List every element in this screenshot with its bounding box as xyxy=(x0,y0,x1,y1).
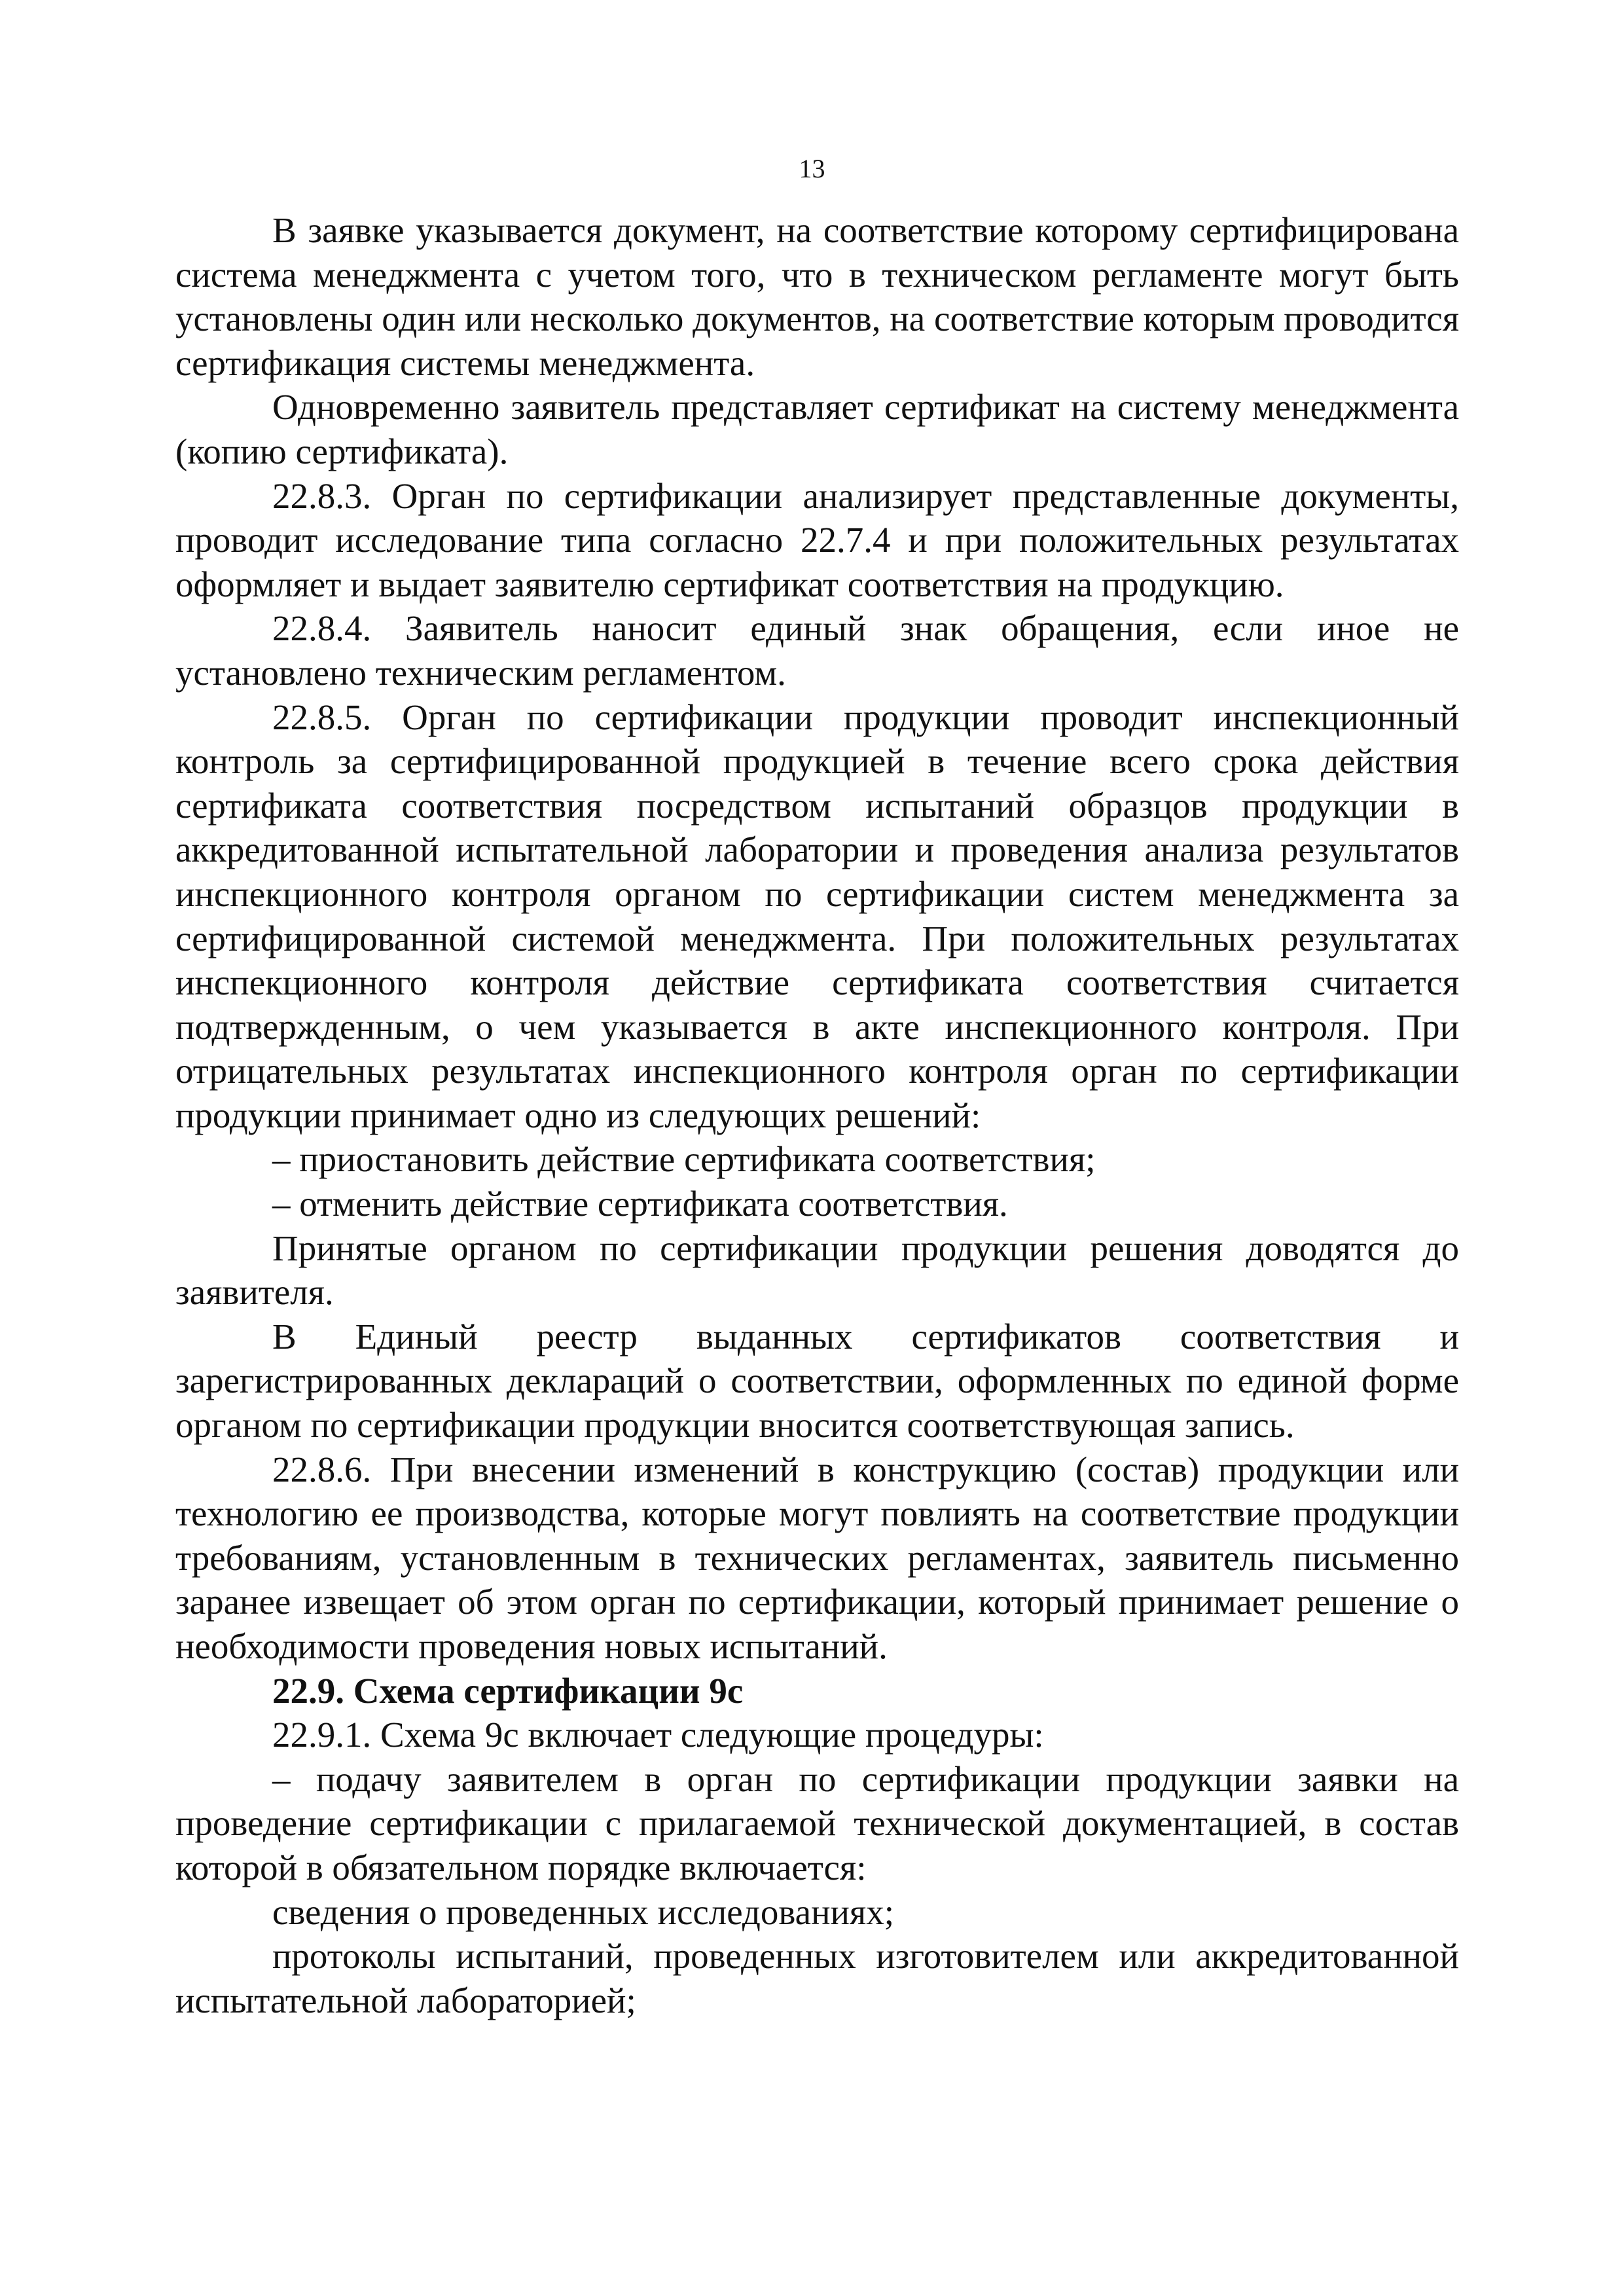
section-heading-22-9: 22.9. Схема сертификации 9с xyxy=(272,1670,744,1711)
clause-22-8-3: 22.8.3. Орган по сертификации анализирует представленные документы, проводит исследование типа согласно 22.7.4 и при положительных результатах оформляет и выдает заявителю сертификат соответствия на продукцию. xyxy=(175,475,1459,604)
document-body xyxy=(175,208,1459,2022)
page-number: 13 xyxy=(799,154,825,183)
paragraph-decisions: Принятые органом по сертификации продукции решения доводятся до заявителя. xyxy=(175,1228,1459,1313)
clause-22-9-1: 22.9.1. Схема 9с включает следующие процедуры: xyxy=(272,1715,1044,1755)
list-item-test-protocols: протоколы испытаний, проведенных изготовителем или аккредитованной испытательной лабораторией; xyxy=(175,1936,1459,2020)
paragraph-registry: В Единый реестр выданных сертификатов соответствия и зарегистрированных деклараций о соответствии, оформленных по единой форме органом по сертификации продукции вносится соответствующая запись. xyxy=(175,1316,1459,1446)
paragraph-application-document: В заявке указывается документ, на соответствие которому сертифицирована система менеджмента с учетом того, что в техническом регламенте могут быть установлены один или несколько документов, на соответствие которым проводится сертификация системы менеджмента. xyxy=(175,210,1459,383)
list-item-research-info: сведения о проведенных исследованиях; xyxy=(272,1891,895,1932)
list-item-application: – подачу заявителем в орган по сертификации продукции заявки на проведение сертификации с прилагаемой технической документацией, в состав которой в обязательном порядке включается: xyxy=(175,1758,1459,1887)
clause-22-8-6: 22.8.6. При внесении изменений в конструкцию (состав) продукции или технологию ее производства, которые могут повлиять на соответствие продукции требованиям, установленным в технических регламентах, заявитель письменно заранее извещает об этом орган по сертификации, который принимает решение о необходимости проведения новых испытаний. xyxy=(175,1449,1459,1666)
list-item-suspend: – приостановить действие сертификата соответствия; xyxy=(272,1139,1096,1180)
clause-22-8-5: 22.8.5. Орган по сертификации продукции проводит инспекционный контроль за сертифицированной продукцией в течение всего срока действия сертификата соответствия посредством испытаний образцов продукции в аккредитованной испытательной лаборатории и проведения анализа результатов инспекционного контроля органом по сертификации систем менеджмента за сертифицированной системой менеджмента. При положительных результатах инспекционного контроля действие сертификата соответствия считается подтвержденным, о чем указывается в акте инспекционного контроля. При отрицательных результатах инспекционного контроля орган по сертификации продукции принимает одно из следующих решений: xyxy=(175,697,1459,1135)
paragraph-certificate-copy: Одновременно заявитель представляет сертификат на систему менеджмента (копию сертификата). xyxy=(175,387,1459,471)
clause-22-8-4: 22.8.4. Заявитель наносит единый знак обращения, если иное не установлено техническим регламентом. xyxy=(175,608,1459,693)
list-item-cancel: – отменить действие сертификата соответствия. xyxy=(272,1184,1008,1224)
